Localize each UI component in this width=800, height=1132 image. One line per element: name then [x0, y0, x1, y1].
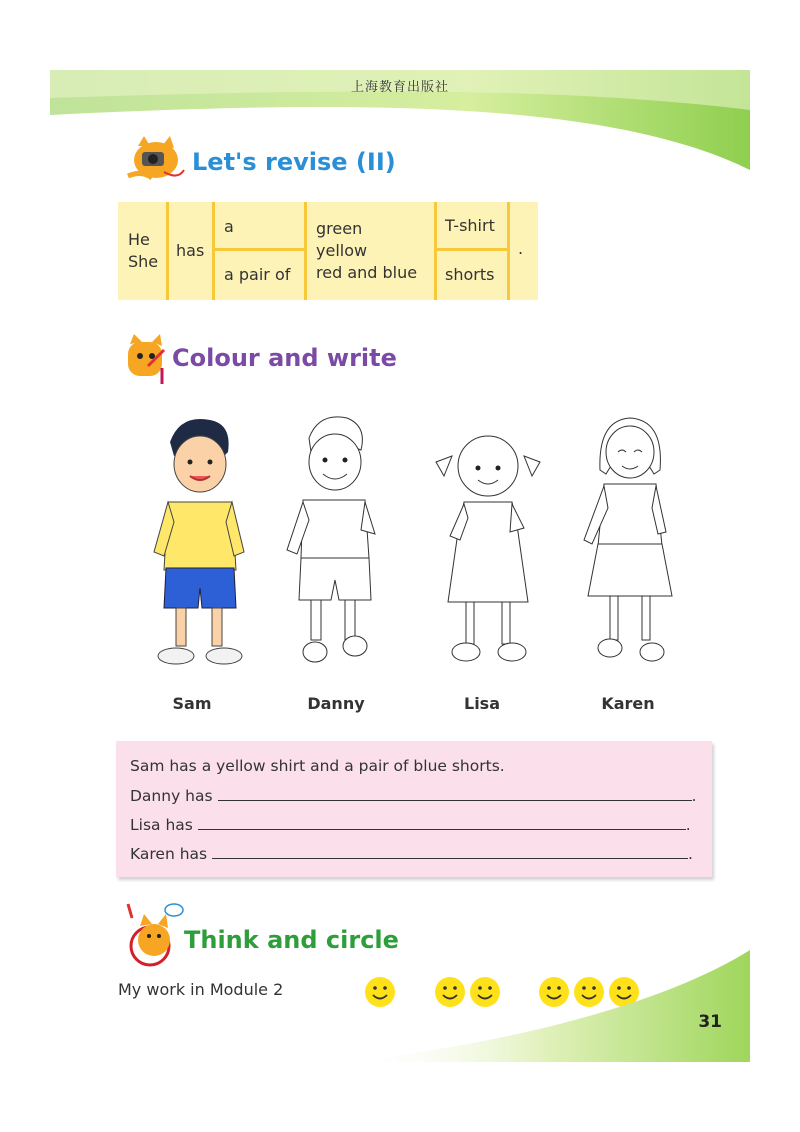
- section-title-revise: Let's revise (II): [192, 148, 396, 176]
- colour-yellow: yellow: [316, 241, 368, 260]
- example-sentence: Sam has a yellow shirt and a pair of blue shorts.: [130, 757, 505, 775]
- section-title-colour-write: Colour and write: [172, 344, 397, 372]
- noun-shorts: shorts: [445, 265, 495, 284]
- sentence-danny: Danny has .: [130, 787, 697, 805]
- my-work-label: My work in Module 2: [118, 980, 284, 999]
- answer-blank-karen[interactable]: [212, 844, 688, 859]
- lisa-illustration: [428, 422, 548, 670]
- karen-illustration: [570, 412, 690, 674]
- danny-illustration: [275, 408, 395, 670]
- name-lisa: Lisa: [464, 694, 500, 713]
- publisher-name: 上海教育出版社: [350, 80, 449, 95]
- name-karen: Karen: [601, 694, 655, 713]
- article-a: a: [224, 217, 234, 236]
- end-mark: .: [518, 239, 524, 258]
- article-pair: a pair of: [224, 265, 291, 284]
- cat-paintbrush-icon: [118, 332, 174, 386]
- noun-tshirt: T-shirt: [445, 216, 495, 235]
- name-danny: Danny: [307, 694, 365, 713]
- page-number: 31: [698, 1012, 722, 1032]
- colour-red-blue: red and blue: [316, 263, 418, 282]
- writing-box: [116, 741, 712, 877]
- cat-camera-icon: [118, 132, 190, 184]
- sentence-karen: Karen has .: [130, 845, 693, 863]
- colour-green: green: [316, 219, 363, 238]
- sam-illustration: [140, 412, 260, 670]
- textbook-page: [50, 70, 750, 1062]
- answer-blank-danny[interactable]: [218, 786, 692, 801]
- revise-table: [118, 202, 538, 300]
- subject-she: She: [128, 252, 159, 271]
- answer-blank-lisa[interactable]: [198, 815, 686, 830]
- name-sam: Sam: [172, 694, 212, 713]
- section-title-think-circle: Think and circle: [184, 926, 399, 954]
- footer-band: [50, 950, 750, 1062]
- subject-he: He: [128, 230, 150, 249]
- verb-has: has: [176, 241, 205, 260]
- sentence-lisa: Lisa has .: [130, 816, 691, 834]
